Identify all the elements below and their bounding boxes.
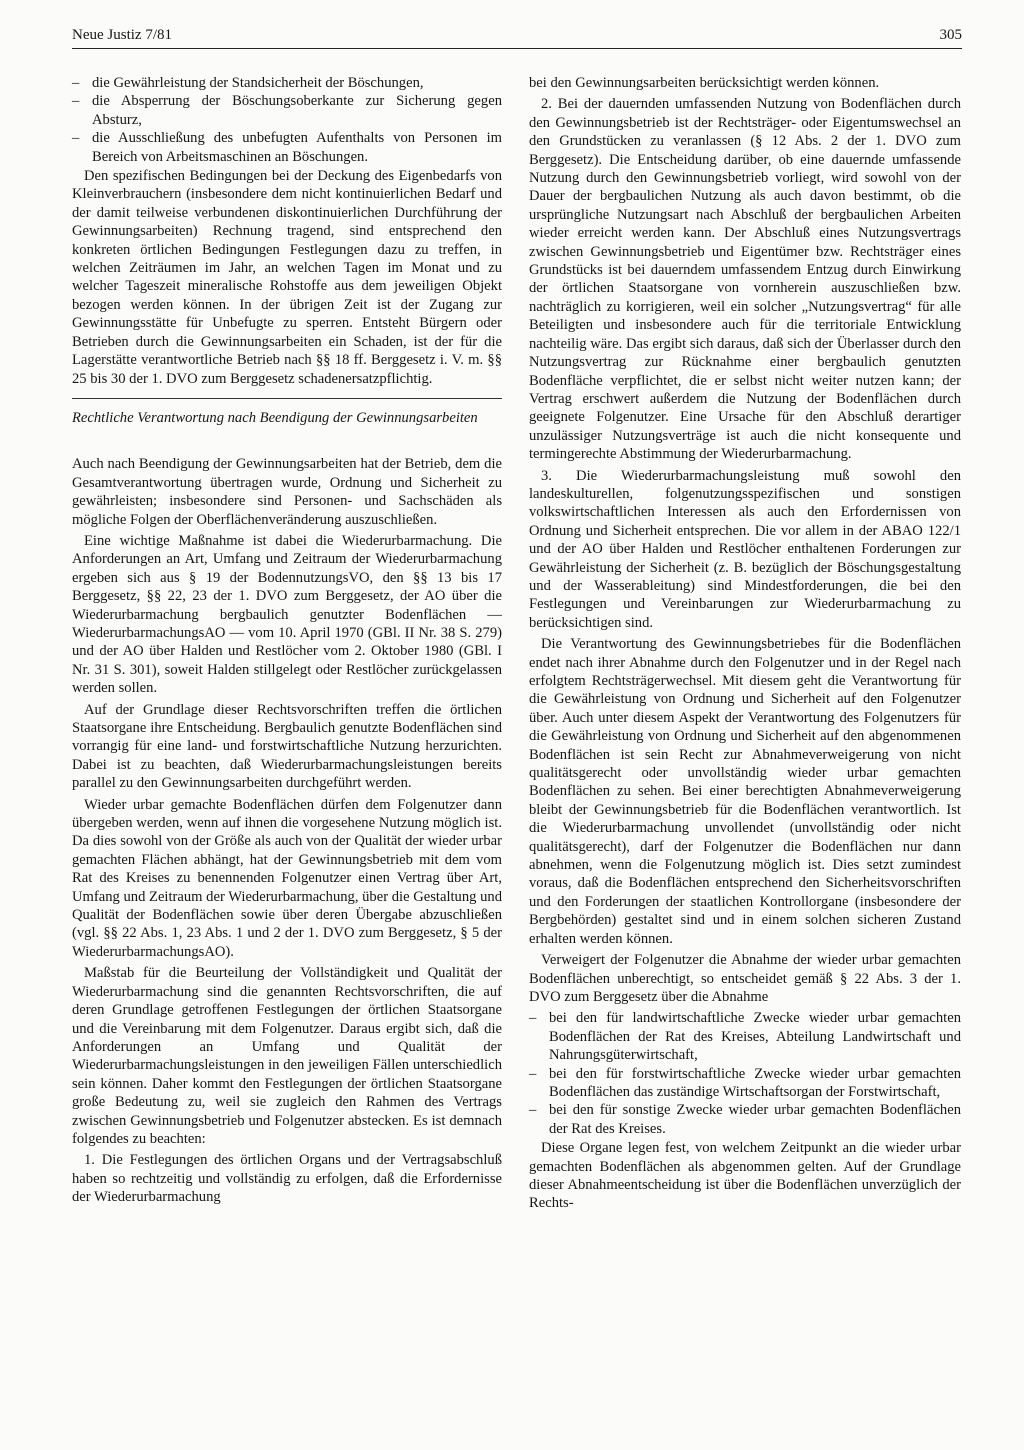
paragraph: Auf der Grundlage dieser Rechtsvorschriften treffen die örtlichen Staatsorgane ihre Entscheidung. Bergbaulich genutzte Bodenflächen sind vorrangig für eine land- und forstwirtschaftliche Nutzung herzurichten. Dabei ist zu beachten, daß Wiederurbarmachungsleistungen bereits parallel zu den Gewinnungsarbeiten durchgeführt werden.: [72, 701, 502, 792]
page-header: [72, 24, 962, 49]
paragraph: Wieder urbar gemachte Bodenflächen dürfen dem Folgenutzer dann übergeben werden, wenn auf ihnen die vorgesehene Nutzung möglich ist. Da dies sowohl von der Größe als auch von der Qualität der wieder urbar gemachten Flächen abhängt, hat der Gewinnungsbetrieb mit dem vom Rat des Kreises zu benennenden Folgenutzer einen Vertrag über Art, Umfang und Zeitraum der Wiederurbarmachung, über die Gestaltung und Qualität der Bodenflächen sowie über deren Übergabe abzuschließen (vgl. §§ 22 Abs. 1, 23 Abs. 1 und 2 der 1. DVO zum Berggesetz, § 5 der WiederurbarmachungsAO).: [72, 796, 502, 960]
paragraph: Maßstab für die Beurteilung der Vollständigkeit und Qualität der Wiederurbarmachung sind die genannten Rechtsvorschriften, die auf deren Grundlage getroffenen Festlegungen der örtlichen Staatsorgane und die Vereinbarung mit dem Folgenutzer. Daraus ergibt sich, daß die Anforderungen an Umfang und Qualität der Wiederurbarmachungsleistungen in den jeweiligen Fällen unterschiedlich sein können. Daher kommt den Festlegungen der örtlichen Staatsorgane große Bedeutung zu, weil sie zugleich den Rahmen des Vertrags zwischen Gewinnungsbetrieb und Folgenutzer abstecken. Es ist demnach folgendes zu beachten:: [72, 965, 502, 1147]
section-heading: Rechtliche Verantwortung nach Beendigung der Gewinnungsarbeiten: [72, 409, 478, 426]
paragraph: 3. Die Wiederurbarmachungsleistung muß sowohl den landeskulturellen, folgenutzungsspezifischen und sonstigen volkswirtschaftlichen Interessen als auch den Erfordernissen von Ordnung und Sicherheit entsprechen. Die vor allem in der ABAO 122/1 und der AO über Halden und Restlöcher enthaltenen Forderungen zur Gewährleistung der Sicherheit (z. B. bezüglich der Böschungsgestaltung und der Wasserableitung) sind Mindestforderungen, die bei den Festlegungen und Vereinbarungen zur Wiederurbarmachung zu berücksichtigen sind.: [529, 467, 961, 631]
paragraph: bei den Gewinnungsarbeiten berücksichtigt werden können.: [529, 75, 880, 91]
page-number: 305: [939, 27, 962, 43]
section-divider: [72, 398, 502, 399]
list-item: – die Absperrung der Böschungsoberkante zur Sicherung gegen Absturz,: [72, 92, 502, 129]
paragraph: Die Verantwortung des Gewinnungsbetriebes für die Bodenflächen endet nach ihrer Abnahme durch den Folgenutzer und in der Regel nach erfolgtem Rechtsträgerwechsel. Mit diesem geht die Verantwortung für die Gewährleistung von Ordnung und Sicherheit auf den Folgenutzer über. Auch unter diesem Aspekt der Verantwortung des Folgenutzers für die Gewährleistung von Ordnung und Sicherheit auf den abgenommenen Bodenflächen ist sein Recht zur Abnahmeverweigerung von nicht qualitätsgerecht oder unvollständig wieder urbar gemachten Bodenflächen zu sehen. Bei einer berechtigten Abnahmeverweigerung bleibt der Gewinnungsbetrieb für die Bodenflächen verantwortlich. Ist die Wiederurbarmachung unvollendet (unvollständig oder nicht qualitätsgerecht), darf der Folgenutzer die Bodenflächen nur dann abnehmen, wenn die Folgenutzung möglich ist. Dies setzt zumindest voraus, daß die Bodenflächen entsprechend den Sicherheitsvorschriften und den Forderungen der staatlichen Kontrollorgane (insbesondere der Bergbehörden) gestaltet sind und in einem solchen sicheren Zustand erhalten werden können.: [529, 636, 961, 947]
paragraph: 1. Die Festlegungen des örtlichen Organs und der Vertragsabschluß haben so rechtzeitig und vollständig zu erfolgen, daß die Erfordernisse der Wiederurbarmachung: [72, 1152, 502, 1206]
list-item: – bei den für sonstige Zwecke wieder urbar gemachten Bodenflächen der Rat des Kreises.: [529, 1101, 961, 1138]
paragraph: Diese Organe legen fest, von welchem Zeitpunkt an die wieder urbar gemachten Bodenflächen als abgenommen gelten. Auf der Grundlage dieser Abnahmeentscheidung ist über die Bodenflächen unverzüglich der Rechts-: [529, 1140, 961, 1212]
safety-requirements-list: [72, 74, 502, 166]
left-column: [72, 74, 502, 1210]
list-item: – bei den für forstwirtschaftliche Zwecke wieder urbar gemachten Bodenflächen das zuständige Wirtschaftsorgan der Forstwirtschaft,: [529, 1065, 961, 1102]
acceptance-authority-list: [529, 1009, 961, 1138]
list-item: – die Gewährleistung der Standsicherheit der Böschungen,: [72, 74, 502, 92]
list-item: – bei den für landwirtschaftliche Zwecke wieder urbar gemachten Bodenflächen der Rat des Kreises, Abteilung Landwirtschaft und Nahrungsgüterwirtschaft,: [529, 1009, 961, 1064]
paragraph: Den spezifischen Bedingungen bei der Deckung des Eigenbedarfs von Kleinverbrauchern (insbesondere dem nicht kontinuierlichen Bedarf und der damit teilweise verbundenen diskontinuierlichen Durchführung der Gewinnungsarbeiten) Rechnung tragend, sind entsprechend den konkreten örtlichen Bedingungen Festlegungen dazu zu treffen, in welchen Zeiträumen im Jahr, an welchen Tagen im Monat und zu welcher Tageszeit mineralische Rohstoffe aus dem jeweiligen Objekt bezogen werden können. In der übrigen Zeit ist der Zugang zur Gewinnungsstätte für Unbefugte zu sperren. Entsteht Bürgern oder Betrieben durch die Gewinnungsarbeiten ein Schaden, ist der für die Lagerstätte verantwortliche Betrieb nach §§ 18 ff. Berggesetz i. V. m. §§ 25 bis 30 der 1. DVO zum Berggesetz schadenersatzpflichtig.: [72, 168, 502, 387]
journal-title: Neue Justiz 7/81: [72, 27, 172, 43]
paragraph: Verweigert der Folgenutzer die Abnahme der wieder urbar gemachten Bodenflächen unberechtigt, so entscheidet gemäß § 22 Abs. 3 der 1. DVO zum Berggesetz über die Abnahme: [529, 952, 961, 1005]
paragraph: Eine wichtige Maßnahme ist dabei die Wiederurbarmachung. Die Anforderungen an Art, Umfang und Zeitraum der Wiederurbarmachung ergeben sich aus § 19 der BodennutzungsVO, den §§ 13 bis 17 Berggesetz, §§ 22, 23 der 1. DVO zum Berggesetz, der AO über die Wiederurbarmachung bergbaulich genutzter Bodenflächen — WiederurbarmachungsAO — vom 10. April 1970 (GBl. II Nr. 38 S. 279) und der AO über Halden und Restlöcher vom 2. Oktober 1980 (GBl. I Nr. 31 S. 301), soweit Halden stillgelegt oder Restlöcher zurückgelassen werden sollen.: [72, 532, 502, 697]
paragraph: 2. Bei der dauernden umfassenden Nutzung von Bodenflächen durch den Gewinnungsbetrieb ist der Rechtsträger- oder Eigentumswechsel an den Grundstücken zu veranlassen (§ 12 Abs. 2 der 1. DVO zum Berggesetz). Die Entscheidung darüber, ob eine dauernde umfassende Nutzung durch den Gewinnungsbetrieb vorliegt, wird sowohl von der Dauer der bergbaulichen Nutzung als auch davon bestimmt, ob die ursprüngliche Nutzungsart nach Abschluß der bergbaulichen Arbeiten wieder erreicht werden kann. Der Abschluß eines Nutzungsvertrags zwischen Gewinnungsbetrieb und Eigentümer bzw. Rechtsträger eines Grundstücks ist bei dauerndem umfassendem Entzug durch Einwirkung der örtlichen Staatsorgane von vornherein auszuschließen bzw. nachträglich zu korrigieren, weil ein solcher „Nutzungsvertrag“ für alle Beteiligten und insbesondere auch für die territoriale Entwicklung nachteilig wäre. Das ergibt sich daraus, daß sich der Überlasser durch den Nutzungsvertrag zur Rücknahme einer bergbaulich genutzten Bodenfläche verpflichtet, die er selbst nicht weiter nutzen kann; der Vertrag erschwert außerdem die Nutzung der Bodenflächen durch geeignete Folgenutzer. Eine Ursache für den Abschluß derartiger unzulässiger Nutzungsverträge ist auch die nicht konsequente und termingerechte Abstimmung der Wiederurbarmachung.: [529, 96, 961, 463]
right-column: [529, 74, 961, 1216]
paragraph: Auch nach Beendigung der Gewinnungsarbeiten hat der Betrieb, dem die Gesamtverantwortung übertragen wurde, Ordnung und Sicherheit zu gewährleisten; insbesondere sind Personen- und Sachschäden als mögliche Folgen der Oberflächenveränderung auszuschließen.: [72, 456, 502, 528]
list-item: – die Ausschließung des unbefugten Aufenthalts von Personen im Bereich von Arbeitsmaschinen an Böschungen.: [72, 129, 502, 166]
